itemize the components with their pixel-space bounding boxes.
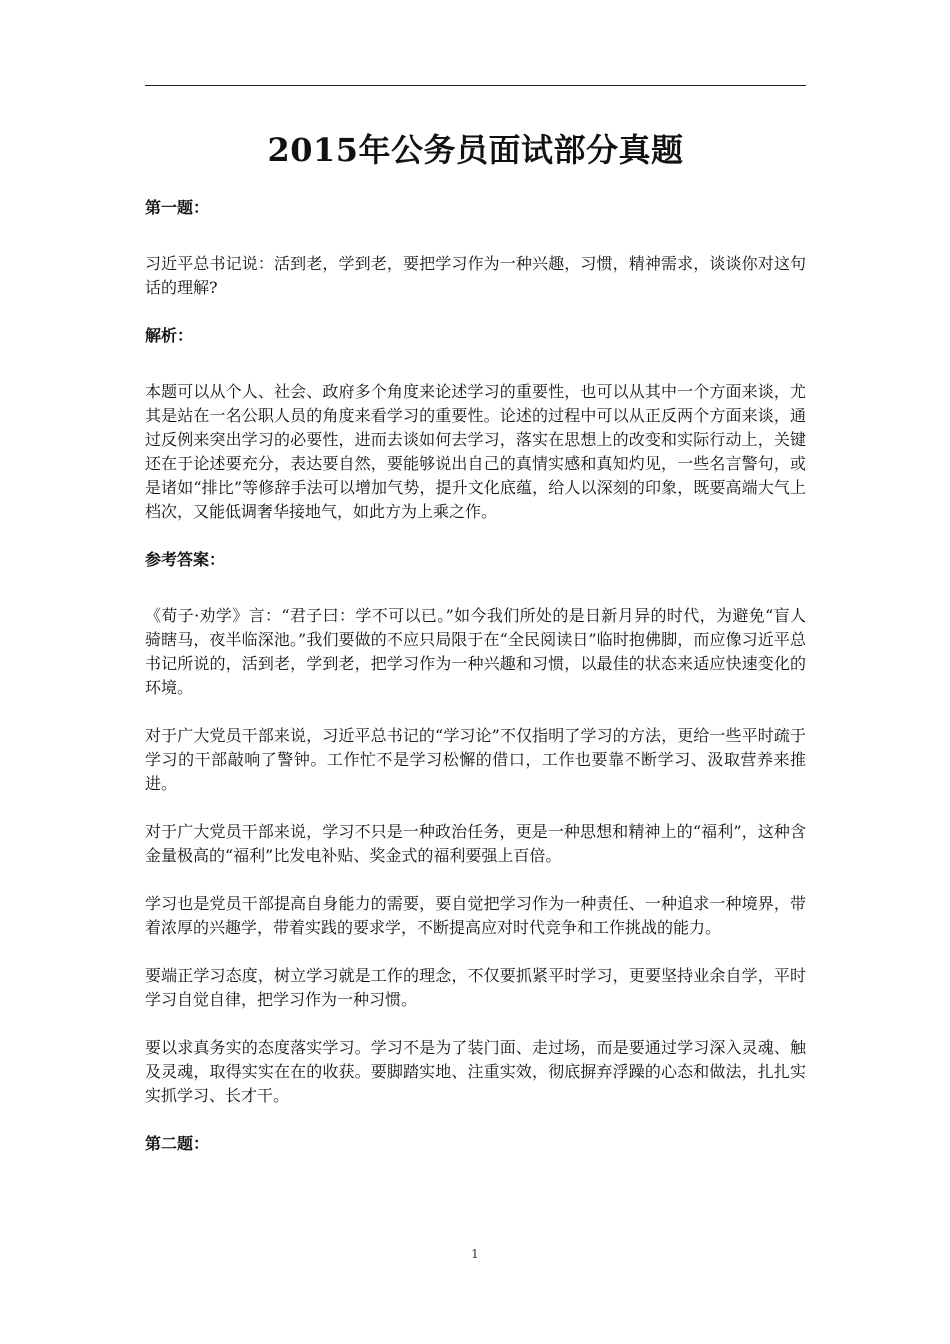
header-rule [145, 85, 806, 86]
answer-paragraph-6: 要以求真务实的态度落实学习。学习不是为了装门面、走过场，而是要通过学习深入灵魂、触及灵魂，取得实实在在的收获。要脚踏实地、注重实效，彻底摒弃浮躁的心态和做法，扎扎实实抓学习、长才干。 [145, 1038, 806, 1105]
document-body [145, 196, 806, 1188]
section-heading-answer: 参考答案： [145, 550, 226, 569]
section-heading-q2: 第二题： [145, 1134, 210, 1153]
section-heading-q1: 第一题： [145, 198, 210, 217]
answer-paragraph-4: 学习也是党员干部提高自身能力的需要，要自觉把学习作为一种责任、一种追求一种境界，带着浓厚的兴趣学，带着实践的要求学，不断提高应对时代竞争和工作挑战的能力。 [145, 894, 806, 937]
section-heading-analysis: 解析： [145, 326, 194, 345]
analysis-text: 本题可以从个人、社会、政府多个角度来论述学习的重要性，也可以从其中一个方面来谈，尤其是站在一名公职人员的角度来看学习的重要性。论述的过程中可以从正反两个方面来谈，通过反例来突出学习的必要性，进而去谈如何去学习，落实在思想上的改变和实际行动上，关键还在于论述要充分，表达要自然，要能够说出自己的真情实感和真知灼见，一些名言警句，或是诸如“排比”等修辞手法可以增加气势，提升文化底蕴，给人以深刻的印象，既要高端大气上档次，又能低调奢华接地气，如此方为上乘之作。 [145, 382, 806, 521]
document-title: 2015年公务员面试部分真题 [267, 131, 684, 169]
answer-paragraph-2: 对于广大党员干部来说，习近平总书记的“学习论”不仅指明了学习的方法，更给一些平时疏于学习的干部敲响了警钟。工作忙不是学习松懈的借口，工作也要靠不断学习、汲取营养来推进。 [145, 726, 806, 793]
question-1-text: 习近平总书记说：活到老，学到老，要把学习作为一种兴趣，习惯，精神需求，谈谈你对这句话的理解? [145, 254, 806, 297]
answer-paragraph-3: 对于广大党员干部来说，学习不只是一种政治任务，更是一种思想和精神上的“福利”，这种含金量极高的“福利”比发电补贴、奖金式的福利要强上百倍。 [145, 822, 806, 865]
page-number: 1 [471, 1247, 479, 1261]
answer-paragraph-5: 要端正学习态度，树立学习就是工作的理念，不仅要抓紧平时学习，更要坚持业余自学，平时学习自觉自律，把学习作为一种习惯。 [145, 966, 806, 1009]
answer-paragraph-1: 《荀子·劝学》言：“君子曰：学不可以已。”如今我们所处的是日新月异的时代，为避免“盲人骑瞎马，夜半临深池。”我们要做的不应只局限于在“全民阅读日”临时抱佛脚，而应像习近平总书记所说的，活到老，学到老，把学习作为一种兴趣和习惯，以最佳的状态来适应快速变化的环境。 [145, 606, 806, 697]
